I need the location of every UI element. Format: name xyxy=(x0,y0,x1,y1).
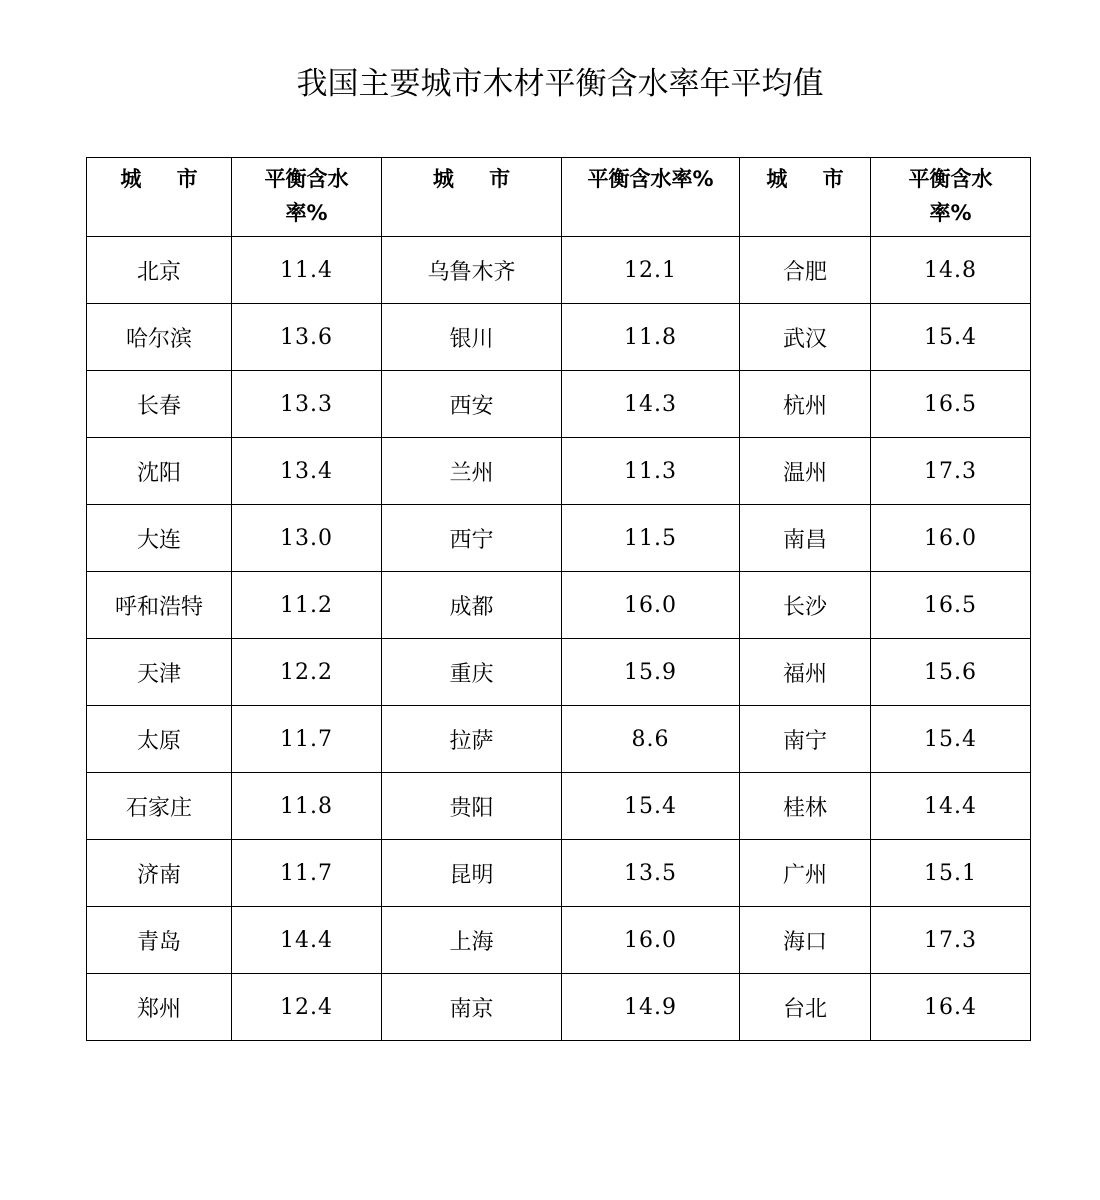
moisture-value-cell: 11.2 xyxy=(232,572,382,639)
city-name-cell: 长春 xyxy=(87,371,232,438)
moisture-value-cell: 13.5 xyxy=(562,840,740,907)
table-row xyxy=(87,907,1031,974)
header-moisture-1: 平衡含水率% xyxy=(232,158,382,237)
city-name-cell: 西安 xyxy=(382,371,562,438)
table-row xyxy=(87,304,1031,371)
table-row xyxy=(87,639,1031,706)
moisture-value-cell: 13.4 xyxy=(232,438,382,505)
city-name-cell: 太原 xyxy=(87,706,232,773)
city-name-cell: 呼和浩特 xyxy=(87,572,232,639)
city-name-cell: 大连 xyxy=(87,505,232,572)
moisture-value-cell: 17.3 xyxy=(871,438,1031,505)
moisture-value-cell: 11.7 xyxy=(232,706,382,773)
moisture-value-cell: 11.7 xyxy=(232,840,382,907)
city-name-cell: 南昌 xyxy=(740,505,871,572)
city-name-cell: 海口 xyxy=(740,907,871,974)
moisture-value-cell: 11.8 xyxy=(562,304,740,371)
city-name-cell: 上海 xyxy=(382,907,562,974)
city-name-cell: 西宁 xyxy=(382,505,562,572)
table-row xyxy=(87,773,1031,840)
city-name-cell: 青岛 xyxy=(87,907,232,974)
moisture-value-cell: 16.5 xyxy=(871,572,1031,639)
moisture-value-cell: 14.8 xyxy=(871,237,1031,304)
city-name-cell: 福州 xyxy=(740,639,871,706)
moisture-value-cell: 16.4 xyxy=(871,974,1031,1041)
moisture-value-cell: 16.0 xyxy=(562,907,740,974)
moisture-value-cell: 11.3 xyxy=(562,438,740,505)
header-city-1: 城 市 xyxy=(87,158,232,237)
moisture-value-cell: 16.0 xyxy=(562,572,740,639)
city-name-cell: 杭州 xyxy=(740,371,871,438)
moisture-value-cell: 17.3 xyxy=(871,907,1031,974)
moisture-value-cell: 11.8 xyxy=(232,773,382,840)
city-name-cell: 石家庄 xyxy=(87,773,232,840)
city-name-cell: 桂林 xyxy=(740,773,871,840)
city-name-cell: 郑州 xyxy=(87,974,232,1041)
city-name-cell: 乌鲁木齐 xyxy=(382,237,562,304)
city-name-cell: 南京 xyxy=(382,974,562,1041)
moisture-value-cell: 11.4 xyxy=(232,237,382,304)
city-name-cell: 昆明 xyxy=(382,840,562,907)
city-name-cell: 重庆 xyxy=(382,639,562,706)
moisture-value-cell: 11.5 xyxy=(562,505,740,572)
moisture-value-cell: 16.5 xyxy=(871,371,1031,438)
moisture-value-cell: 13.0 xyxy=(232,505,382,572)
moisture-value-cell: 13.3 xyxy=(232,371,382,438)
table-header-row xyxy=(87,158,1031,237)
city-name-cell: 武汉 xyxy=(740,304,871,371)
moisture-value-cell: 14.4 xyxy=(232,907,382,974)
header-moisture-3: 平衡含水率% xyxy=(871,158,1031,237)
city-name-cell: 贵阳 xyxy=(382,773,562,840)
moisture-value-cell: 16.0 xyxy=(871,505,1031,572)
table-row xyxy=(87,237,1031,304)
moisture-value-cell: 15.9 xyxy=(562,639,740,706)
table-row xyxy=(87,840,1031,907)
city-name-cell: 天津 xyxy=(87,639,232,706)
city-name-cell: 广州 xyxy=(740,840,871,907)
moisture-content-table xyxy=(86,157,1031,1041)
city-name-cell: 台北 xyxy=(740,974,871,1041)
table-row xyxy=(87,438,1031,505)
city-name-cell: 北京 xyxy=(87,237,232,304)
table-row xyxy=(87,505,1031,572)
city-name-cell: 沈阳 xyxy=(87,438,232,505)
table-row xyxy=(87,371,1031,438)
city-name-cell: 拉萨 xyxy=(382,706,562,773)
moisture-value-cell: 15.4 xyxy=(871,304,1031,371)
moisture-value-cell: 8.6 xyxy=(562,706,740,773)
document-title: 我国主要城市木材平衡含水率年平均值 xyxy=(296,66,824,102)
city-name-cell: 南宁 xyxy=(740,706,871,773)
moisture-value-cell: 12.2 xyxy=(232,639,382,706)
header-city-2: 城 市 xyxy=(382,158,562,237)
moisture-value-cell: 14.3 xyxy=(562,371,740,438)
table-row xyxy=(87,572,1031,639)
city-name-cell: 兰州 xyxy=(382,438,562,505)
moisture-value-cell: 13.6 xyxy=(232,304,382,371)
moisture-value-cell: 14.9 xyxy=(562,974,740,1041)
city-name-cell: 哈尔滨 xyxy=(87,304,232,371)
header-moisture-2: 平衡含水率% xyxy=(562,158,740,237)
city-name-cell: 济南 xyxy=(87,840,232,907)
moisture-value-cell: 15.4 xyxy=(562,773,740,840)
table-row xyxy=(87,706,1031,773)
moisture-value-cell: 12.4 xyxy=(232,974,382,1041)
table-row xyxy=(87,974,1031,1041)
moisture-value-cell: 15.1 xyxy=(871,840,1031,907)
city-name-cell: 成都 xyxy=(382,572,562,639)
moisture-value-cell: 14.4 xyxy=(871,773,1031,840)
city-name-cell: 银川 xyxy=(382,304,562,371)
moisture-value-cell: 15.6 xyxy=(871,639,1031,706)
city-name-cell: 温州 xyxy=(740,438,871,505)
moisture-value-cell: 15.4 xyxy=(871,706,1031,773)
header-city-3: 城 市 xyxy=(740,158,871,237)
city-name-cell: 长沙 xyxy=(740,572,871,639)
moisture-value-cell: 12.1 xyxy=(562,237,740,304)
city-name-cell: 合肥 xyxy=(740,237,871,304)
